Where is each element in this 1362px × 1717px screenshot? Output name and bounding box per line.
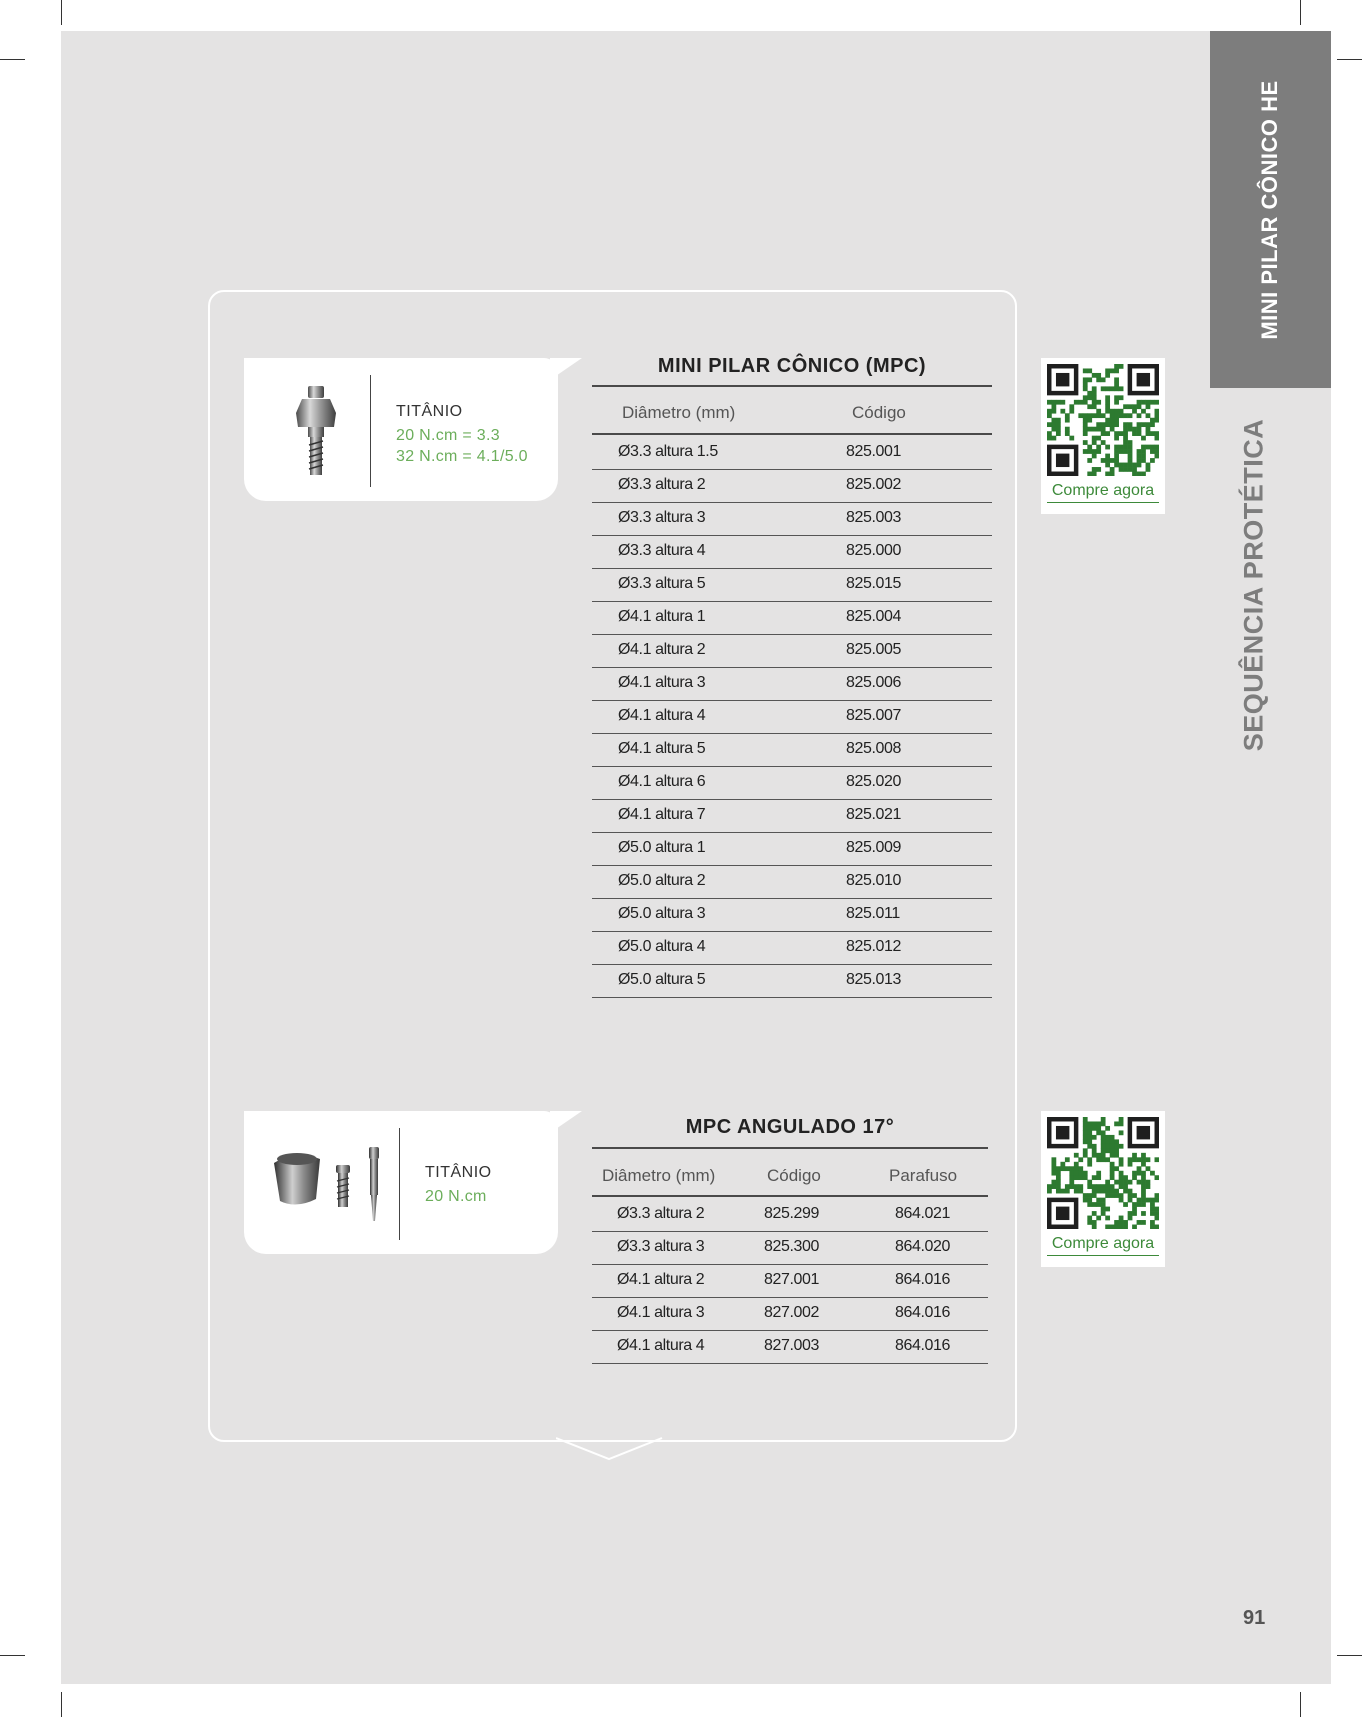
table-row xyxy=(592,1330,988,1364)
column-header: Parafuso xyxy=(889,1166,958,1185)
table-cell: Ø4.1 altura 6 xyxy=(618,773,706,790)
table-cell: 825.012 xyxy=(846,938,902,955)
table-cell: Ø5.0 altura 1 xyxy=(618,839,706,856)
page-number: 91 xyxy=(1243,1607,1266,1629)
card-tail xyxy=(550,358,582,380)
table-cell: 827.002 xyxy=(764,1304,820,1321)
table-cell: Ø4.1 altura 3 xyxy=(618,674,706,691)
card-divider xyxy=(399,1128,400,1240)
material-label: TITÂNIO xyxy=(396,403,463,420)
panel-notch xyxy=(556,1437,666,1463)
table-cell: Ø4.1 altura 2 xyxy=(617,1271,705,1288)
table-title: MPC ANGULADO 17° xyxy=(685,1116,895,1138)
torque-line: 20 N.cm xyxy=(425,1188,487,1205)
torque-line: 20 N.cm = 3.3 xyxy=(396,427,500,444)
crop-mark xyxy=(1300,1692,1301,1717)
table-cell: 864.020 xyxy=(895,1238,951,1255)
table-row xyxy=(592,568,992,602)
table-cell: 825.299 xyxy=(764,1205,820,1222)
table-cell: 825.010 xyxy=(846,872,902,889)
table-cell: Ø5.0 altura 2 xyxy=(618,872,706,889)
material-label: TITÂNIO xyxy=(425,1164,492,1181)
torque-line: 32 N.cm = 4.1/5.0 xyxy=(396,448,528,465)
card-tail xyxy=(550,1111,582,1133)
table-row xyxy=(592,832,992,866)
table-cell: Ø3.3 altura 2 xyxy=(618,476,706,493)
table-cell: Ø3.3 altura 5 xyxy=(618,575,706,592)
crop-mark xyxy=(1337,59,1362,60)
crop-mark xyxy=(1300,0,1301,25)
table-cell: Ø3.3 altura 4 xyxy=(618,542,706,559)
table-cell: Ø5.0 altura 3 xyxy=(618,905,706,922)
table-top-rule xyxy=(592,1147,988,1149)
table-cell: 825.300 xyxy=(764,1238,820,1255)
table-cell: Ø3.3 altura 3 xyxy=(617,1238,705,1255)
angled-abutment-icon xyxy=(266,1143,386,1227)
column-header: Diâmetro (mm) xyxy=(602,1166,716,1185)
table-cell: 864.021 xyxy=(895,1205,951,1222)
table-cell: Ø5.0 altura 4 xyxy=(618,938,706,955)
table-cell: 825.011 xyxy=(846,905,900,922)
side-tab-title: MINI PILAR CÔNICO HE xyxy=(1257,80,1282,340)
table-cell: Ø3.3 altura 3 xyxy=(618,509,706,526)
table-cell: 864.016 xyxy=(895,1337,951,1354)
table-row xyxy=(592,766,992,800)
table-cell: 825.003 xyxy=(846,509,902,526)
table-cell: Ø4.1 altura 2 xyxy=(618,641,706,658)
crop-mark xyxy=(0,1655,25,1656)
qr-code-icon xyxy=(1047,1117,1159,1229)
table-cell: 825.009 xyxy=(846,839,902,856)
crop-mark xyxy=(61,1692,62,1717)
table-cell: Ø3.3 altura 2 xyxy=(617,1205,705,1222)
table-cell: Ø4.1 altura 5 xyxy=(618,740,706,757)
conical-abutment-icon xyxy=(288,383,344,481)
table-cell: Ø5.0 altura 5 xyxy=(618,971,706,988)
table-cell: Ø4.1 altura 7 xyxy=(618,806,706,823)
table-cell: 825.013 xyxy=(846,971,902,988)
table-row xyxy=(592,865,992,899)
table-row xyxy=(592,469,992,503)
torque-spec xyxy=(425,1186,487,1207)
table-cell: 825.002 xyxy=(846,476,902,493)
table-cell: 825.005 xyxy=(846,641,902,658)
table-row xyxy=(592,898,992,932)
column-header: Código xyxy=(767,1166,821,1185)
qr-card xyxy=(1041,358,1165,514)
table-cell: 825.000 xyxy=(846,542,902,559)
table-cell: Ø4.1 altura 1 xyxy=(618,608,706,625)
table-row xyxy=(592,1231,988,1265)
buy-now-link[interactable]: Compre agora xyxy=(1047,482,1159,503)
column-header: Diâmetro (mm) xyxy=(622,403,736,422)
table-header-rule xyxy=(592,1195,988,1197)
table-cell: 825.006 xyxy=(846,674,902,691)
table-cell: 825.021 xyxy=(846,806,902,823)
table-cell: 864.016 xyxy=(895,1304,951,1321)
torque-spec xyxy=(396,425,528,467)
table-row xyxy=(592,964,992,998)
table-row xyxy=(592,1297,988,1331)
crop-mark xyxy=(0,59,25,60)
table-row xyxy=(592,667,992,701)
table-row xyxy=(592,1198,988,1232)
table-cell: 827.001 xyxy=(764,1271,820,1288)
table-row xyxy=(592,700,992,734)
card-divider xyxy=(370,375,371,487)
table-cell: 825.015 xyxy=(846,575,902,592)
table-cell: 825.020 xyxy=(846,773,902,790)
table-cell: Ø4.1 altura 4 xyxy=(618,707,706,724)
table-cell: 825.004 xyxy=(846,608,902,625)
table-row xyxy=(592,733,992,767)
table-cell: 825.001 xyxy=(846,443,902,460)
buy-now-link[interactable]: Compre agora xyxy=(1047,1235,1159,1256)
table-top-rule xyxy=(592,385,992,387)
table-row xyxy=(592,436,992,470)
qr-card xyxy=(1041,1111,1165,1267)
table-cell: 825.007 xyxy=(846,707,902,724)
section-title: SEQUÊNCIA PROTÉTICA xyxy=(1238,418,1269,752)
table-cell: 827.003 xyxy=(764,1337,820,1354)
table-row xyxy=(592,535,992,569)
table-cell: Ø3.3 altura 1.5 xyxy=(618,443,718,460)
qr-code-icon xyxy=(1047,364,1159,476)
table-cell: Ø4.1 altura 3 xyxy=(617,1304,705,1321)
table-row xyxy=(592,601,992,635)
table-row xyxy=(592,634,992,668)
table-cell: Ø4.1 altura 4 xyxy=(617,1337,705,1354)
table-row xyxy=(592,799,992,833)
table-header-rule xyxy=(592,433,992,435)
table-cell: 864.016 xyxy=(895,1271,951,1288)
table-title: MINI PILAR CÔNICO (MPC) xyxy=(657,355,927,377)
crop-mark xyxy=(61,0,62,25)
table-row xyxy=(592,502,992,536)
crop-mark xyxy=(1337,1655,1362,1656)
table-row xyxy=(592,1264,988,1298)
table-row xyxy=(592,931,992,965)
column-header: Código xyxy=(852,403,906,422)
table-cell: 825.008 xyxy=(846,740,902,757)
